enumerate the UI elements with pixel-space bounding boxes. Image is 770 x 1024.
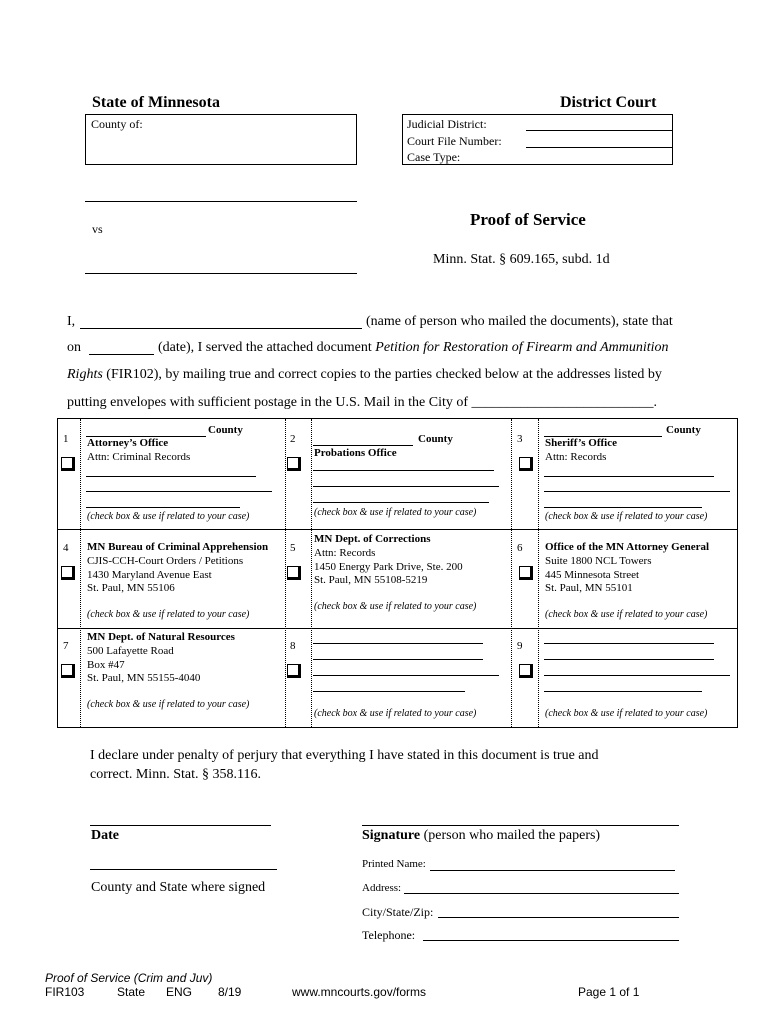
cell-3-title: County	[666, 424, 701, 436]
statute-ref: Minn. Stat. § 609.165, subd. 1d	[433, 252, 610, 267]
cell-5-line-2: 1450 Energy Park Drive, Ste. 200	[314, 561, 463, 573]
body-line1: (name of person who mailed the documents), state that	[366, 314, 673, 329]
body-rights: Rights	[67, 367, 103, 382]
cell-9-number: 9	[517, 640, 523, 652]
cell-9-checkbox[interactable]	[519, 664, 533, 678]
cell-4-line-1: CJIS-CCH-Court Orders / Petitions	[87, 555, 244, 567]
signature-line[interactable]	[362, 825, 679, 826]
cell-5-number: 5	[290, 542, 296, 554]
cell-1-subtitle: Attorney’s Office	[87, 437, 169, 449]
cell-2-checkbox[interactable]	[287, 457, 301, 471]
cell-4-checkbox[interactable]	[61, 566, 75, 580]
cell-8-blank-4[interactable]	[313, 691, 465, 692]
cell-7-number: 7	[63, 640, 69, 652]
signature-title: Signature	[362, 828, 421, 843]
body-line3-text: (FIR102), by mailing true and correct copies to the parties checked below at the addresses listed by	[106, 367, 662, 382]
cell-3-blank-3[interactable]	[544, 507, 702, 508]
judicial-district-field[interactable]	[526, 130, 672, 131]
cell-1-number: 1	[63, 433, 69, 445]
county-label: County of:	[91, 117, 143, 131]
cell-1-note: (check box & use if related to your case)	[87, 511, 250, 522]
county-state-label: County and State where signed	[91, 880, 266, 895]
cell-2-title: County	[418, 433, 453, 445]
cell-6-number: 6	[517, 542, 523, 554]
case-info-labels	[407, 116, 502, 166]
cell-6-note: (check box & use if related to your case)	[545, 609, 708, 620]
signature-label	[362, 828, 600, 844]
body-on: on	[67, 340, 81, 355]
footer-form-title: Proof of Service (Crim and Juv)	[45, 971, 213, 985]
cell-4-line-3: St. Paul, MN 55106	[87, 582, 175, 594]
footer-date: 8/19	[218, 985, 242, 999]
cell-2-subtitle: Probations Office	[314, 447, 397, 459]
cell-4-number: 4	[63, 542, 69, 554]
cell-3-note: (check box & use if related to your case)	[545, 511, 708, 522]
date-label: Date	[91, 828, 119, 843]
cell-2-blank-2[interactable]	[313, 486, 499, 487]
printed-name-label: Printed Name:	[362, 858, 426, 870]
cell-9-blank-4[interactable]	[544, 691, 702, 692]
body-petition-name: Petition for Restoration of Firearm and Ammunition	[375, 340, 669, 355]
cell-7-line-2: Box #47	[87, 659, 125, 671]
city-label: City/State/Zip:	[362, 905, 434, 919]
court-file-field[interactable]	[526, 147, 672, 148]
cell-8-blank-1[interactable]	[313, 643, 483, 644]
cell-8-blank-2[interactable]	[313, 659, 483, 660]
footer-form-id: FIR103	[45, 985, 85, 999]
cell-6-title: Office of the MN Attorney General	[545, 541, 710, 553]
cell-2-blank-1[interactable]	[313, 470, 494, 471]
cell-9-blank-1[interactable]	[544, 643, 714, 644]
footer-page: Page 1 of 1	[578, 985, 640, 999]
cell-3-line-1: Attn: Records	[545, 451, 607, 463]
cell-9-blank-3[interactable]	[544, 675, 730, 676]
cell-1-checkbox[interactable]	[61, 457, 75, 471]
cell-3-blank-2[interactable]	[544, 491, 730, 492]
judicial-district-label: Judicial District:	[407, 117, 487, 131]
cell-8-checkbox[interactable]	[287, 664, 301, 678]
cell-8-note: (check box & use if related to your case)	[314, 708, 477, 719]
declaration-line2: correct. Minn. Stat. § 358.116.	[90, 767, 261, 782]
vs-label: vs	[92, 222, 103, 236]
cell-5-line-3: St. Paul, MN 55108-5219	[314, 574, 428, 586]
court-title: District Court	[560, 94, 657, 111]
cell-3-subtitle: Sheriff’s Office	[545, 437, 617, 449]
footer-state: State	[117, 985, 146, 999]
county-box[interactable]	[85, 114, 357, 165]
footer-lang: ENG	[166, 985, 193, 999]
form-title: Proof of Service	[470, 210, 586, 229]
cell-4-title: MN Bureau of Criminal Apprehension	[87, 541, 269, 553]
declaration-line1: I declare under penalty of perjury that everything I have stated in this document is true and	[90, 748, 599, 763]
footer-url[interactable]: www.mncourts.gov/forms	[292, 985, 427, 999]
cell-3-checkbox[interactable]	[519, 457, 533, 471]
cell-5-checkbox[interactable]	[287, 566, 301, 580]
telephone-field[interactable]	[423, 940, 679, 941]
cell-3-number: 3	[517, 433, 523, 445]
body-i: I,	[67, 314, 76, 329]
body-line3	[67, 367, 662, 383]
cell-2-note: (check box & use if related to your case)	[314, 507, 477, 518]
cell-1-line-1: Attn: Criminal Records	[87, 451, 191, 463]
cell-7-title: MN Dept. of Natural Resources	[87, 631, 235, 643]
cell-6-checkbox[interactable]	[519, 566, 533, 580]
cell-8-number: 8	[290, 640, 296, 652]
name-field[interactable]	[80, 328, 362, 329]
city-field[interactable]	[438, 917, 679, 918]
date-field[interactable]	[89, 354, 154, 355]
state-title: State of Minnesota	[92, 94, 220, 111]
cell-6-line-1: Suite 1800 NCL Towers	[545, 555, 652, 567]
cell-1-title: County	[208, 424, 243, 436]
cell-6-line-3: St. Paul, MN 55101	[545, 582, 633, 594]
cell-5-title: MN Dept. of Corrections	[314, 533, 431, 545]
cell-8-blank-3[interactable]	[313, 675, 499, 676]
cell-2-blank-3[interactable]	[313, 502, 489, 503]
cell-9-note: (check box & use if related to your case)	[545, 708, 708, 719]
cell-7-line-1: 500 Lafayette Road	[87, 645, 174, 657]
cell-1-blank-2[interactable]	[86, 491, 272, 492]
signature-note: (person who mailed the papers)	[423, 828, 601, 843]
cell-6-line-2: 445 Minnesota Street	[545, 569, 640, 581]
printed-name-field[interactable]	[430, 870, 675, 871]
cell-7-note: (check box & use if related to your case)	[87, 699, 250, 710]
court-file-label: Court File Number:	[407, 133, 502, 148]
body-line4: putting envelopes with sufficient postage in the U.S. Mail in the City of __________________________.	[67, 395, 658, 410]
address-label: Address:	[362, 882, 402, 894]
cell-7-line-3: St. Paul, MN 55155-4040	[87, 672, 201, 684]
body-line2-text: (date), I served the attached document	[158, 340, 372, 355]
cell-2-county-field[interactable]	[313, 445, 413, 446]
case-type-label: Case Type:	[407, 150, 461, 164]
cell-3-blank-1[interactable]	[544, 476, 714, 477]
cell-9-blank-2[interactable]	[544, 659, 714, 660]
cell-7-checkbox[interactable]	[61, 664, 75, 678]
cell-4-line-2: 1430 Maryland Avenue East	[87, 569, 212, 581]
cell-2-number: 2	[290, 433, 296, 445]
defendant-line[interactable]	[85, 273, 357, 274]
plaintiff-line[interactable]	[85, 201, 357, 202]
cell-4-note: (check box & use if related to your case)	[87, 609, 250, 620]
cell-5-line-1: Attn: Records	[314, 547, 376, 559]
cell-5-note: (check box & use if related to your case)	[314, 601, 477, 612]
cell-1-blank-3[interactable]	[86, 507, 240, 508]
telephone-label: Telephone:	[362, 928, 416, 942]
cell-1-blank-1[interactable]	[86, 476, 256, 477]
case-info-box	[402, 114, 673, 165]
county-state-line[interactable]	[90, 869, 277, 870]
address-field[interactable]	[404, 893, 679, 894]
body-line2	[158, 340, 669, 356]
date-line[interactable]	[90, 825, 271, 826]
